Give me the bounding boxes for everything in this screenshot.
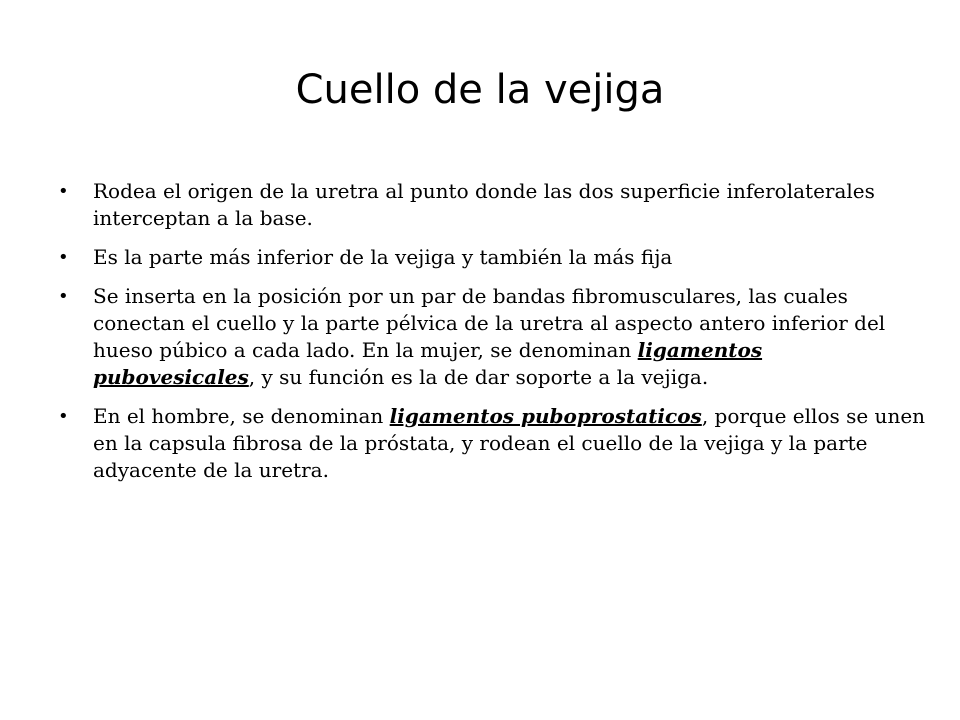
bullet-item — [58, 244, 928, 271]
bullet-item — [58, 178, 928, 232]
bullet-text: En el hombre, se denominan — [93, 404, 390, 428]
bullet-text: Es la parte más inferior de la vejiga y también la más fija — [93, 245, 673, 269]
bullet-text: , y su función es la de dar soporte a la vejiga. — [248, 365, 709, 389]
bullet-text: , porque ellos se unen en la capsula fibrosa de la próstata, y rodean el cuello de la vejiga y la parte adyacente de la uretra. — [93, 404, 926, 482]
term-pubovesical-ligaments: ligamentos pubovesicales — [93, 338, 763, 389]
bullet-text: Se inserta en la posición por un par de bandas fibromusculares, las cuales conectan el cuello y la parte pélvica de la uretra al aspecto antero inferior del hueso púbico a cada lado. En la mujer, se denominan — [93, 284, 886, 362]
bullet-marker: • — [58, 181, 69, 202]
slide-title: Cuello de la vejiga — [295, 67, 665, 113]
bullet-marker: • — [58, 286, 69, 307]
term-puboprostatic-ligaments: ligamentos puboprostaticos — [389, 404, 702, 428]
bullet-list — [58, 178, 928, 496]
bullet-marker: • — [58, 406, 69, 427]
bullet-text: Rodea el origen de la uretra al punto donde las dos superficie inferolaterales interceptan a la base. — [93, 179, 875, 230]
bullet-marker: • — [58, 247, 69, 268]
bullet-item — [58, 403, 928, 484]
bullet-item — [58, 283, 928, 391]
